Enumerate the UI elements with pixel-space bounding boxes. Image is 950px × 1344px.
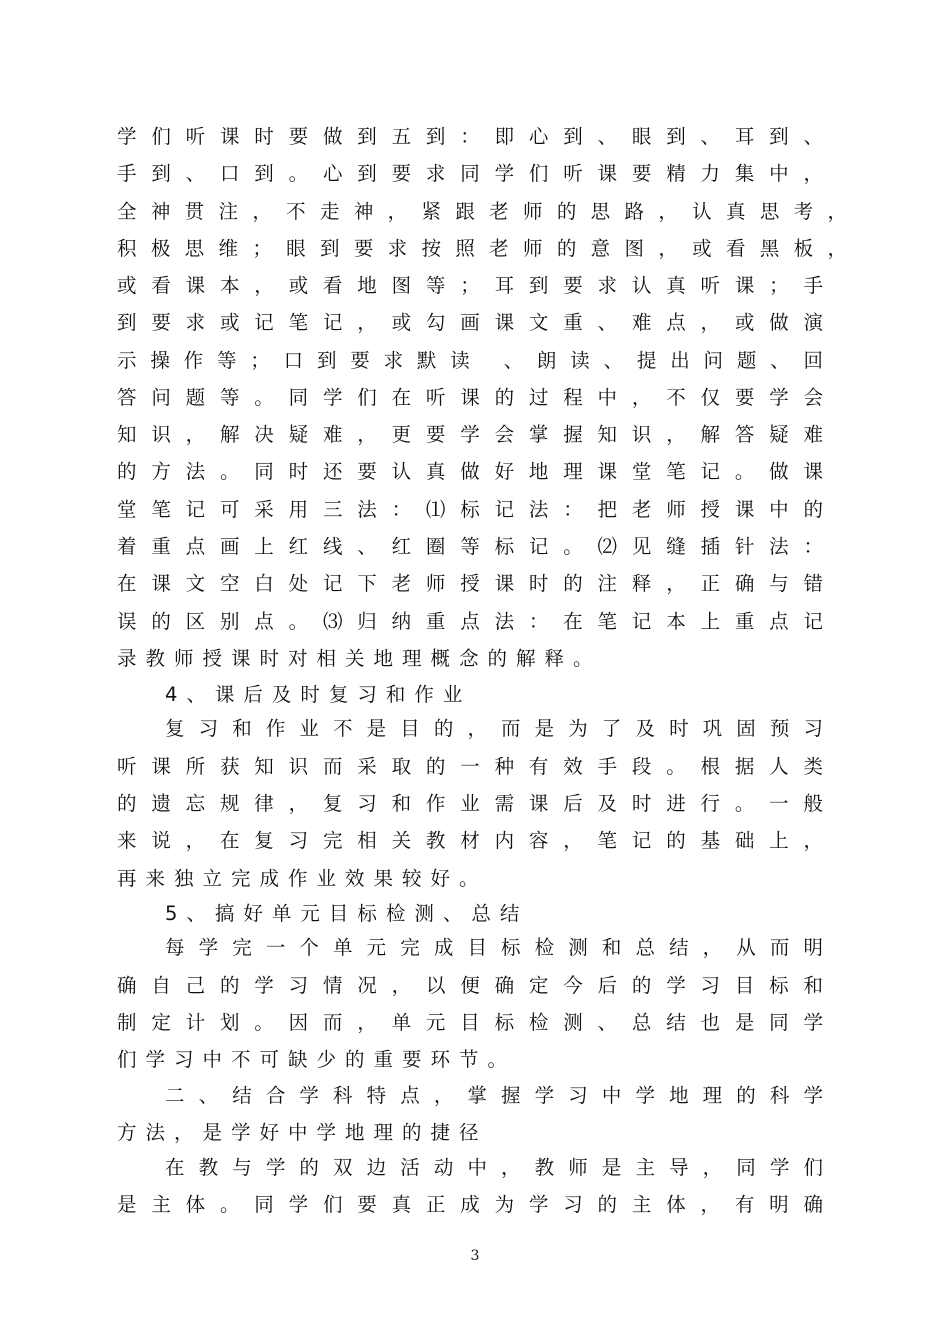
- text-line: 复习和作业不是目的，而是为了及时巩固预习: [165, 717, 823, 740]
- page-number: 3: [470, 1248, 480, 1264]
- text-line: 手到、口到。心到要求同学们听课要精力集中，: [117, 162, 823, 185]
- text-line: 误的区别点。⑶归纳重点法：在笔记本上重点记: [117, 610, 823, 633]
- text-line: 每学完一个单元完成目标检测和总结，从而明: [165, 936, 823, 959]
- text-line: 在课文空白处记下老师授课时的注释，正确与错: [117, 572, 823, 595]
- text-line: 答问题等。同学们在听课的过程中，不仅要学会: [117, 386, 823, 409]
- text-line: 再来独立完成作业效果较好。: [117, 867, 488, 890]
- text-line: 制定计划。因而，单元目标检测、总结也是同学: [117, 1011, 823, 1034]
- text-line: 的遗忘规律，复习和作业需课后及时进行。一般: [117, 792, 823, 815]
- text-line: 学们听课时要做到五到：即心到、眼到、耳到、: [117, 125, 823, 148]
- text-line: 录教师授课时对相关地理概念的解释。: [117, 647, 602, 670]
- text-line: 堂笔记可采用三法：⑴标记法：把老师授课中的: [117, 498, 823, 521]
- text-line: 是主体。同学们要真正成为学习的主体，有明确: [117, 1193, 823, 1216]
- text-line: 示操作等；口到要求默读 、朗读、提出问题、回: [117, 349, 823, 372]
- text-line: 来说，在复习完相关教材内容，笔记的基础上，: [117, 829, 823, 852]
- text-line: 在教与学的双边活动中，教师是主导，同学们: [165, 1156, 823, 1179]
- text-line: 们学习中不可缺少的重要环节。: [117, 1048, 517, 1071]
- text-line: 积极思维；眼到要求按照老师的意图，或看黑板，: [117, 237, 847, 260]
- text-line: 或看课本，或看地图等；耳到要求认真听课；手: [117, 274, 823, 297]
- text-line: 知识，解决疑难，更要学会掌握知识，解答疑难: [117, 423, 823, 446]
- text-line: 到要求或记笔记，或勾画课文重、难点，或做演: [117, 311, 823, 334]
- section-heading: 二、结合学科特点，掌握学习中学地理的科学: [165, 1084, 823, 1107]
- text-line: 全神贯注，不走神，紧跟老师的思路，认真思考，: [117, 200, 847, 223]
- text-line: 的方法。同时还要认真做好地理课堂笔记。做课: [117, 460, 823, 483]
- text-line: 确自己的学习情况，以便确定今后的学习目标和: [117, 974, 823, 997]
- text-line: 听课所获知识而采取的一种有效手段。根据人类: [117, 755, 823, 778]
- section-heading: 5、搞好单元目标检测、总结: [165, 902, 529, 925]
- text-line: 着重点画上红线、红圈等标记。⑵见缝插针法：: [117, 535, 823, 558]
- section-heading: 方法，是学好中学地理的捷径: [117, 1121, 488, 1144]
- section-heading: 4、课后及时复习和作业: [165, 683, 472, 706]
